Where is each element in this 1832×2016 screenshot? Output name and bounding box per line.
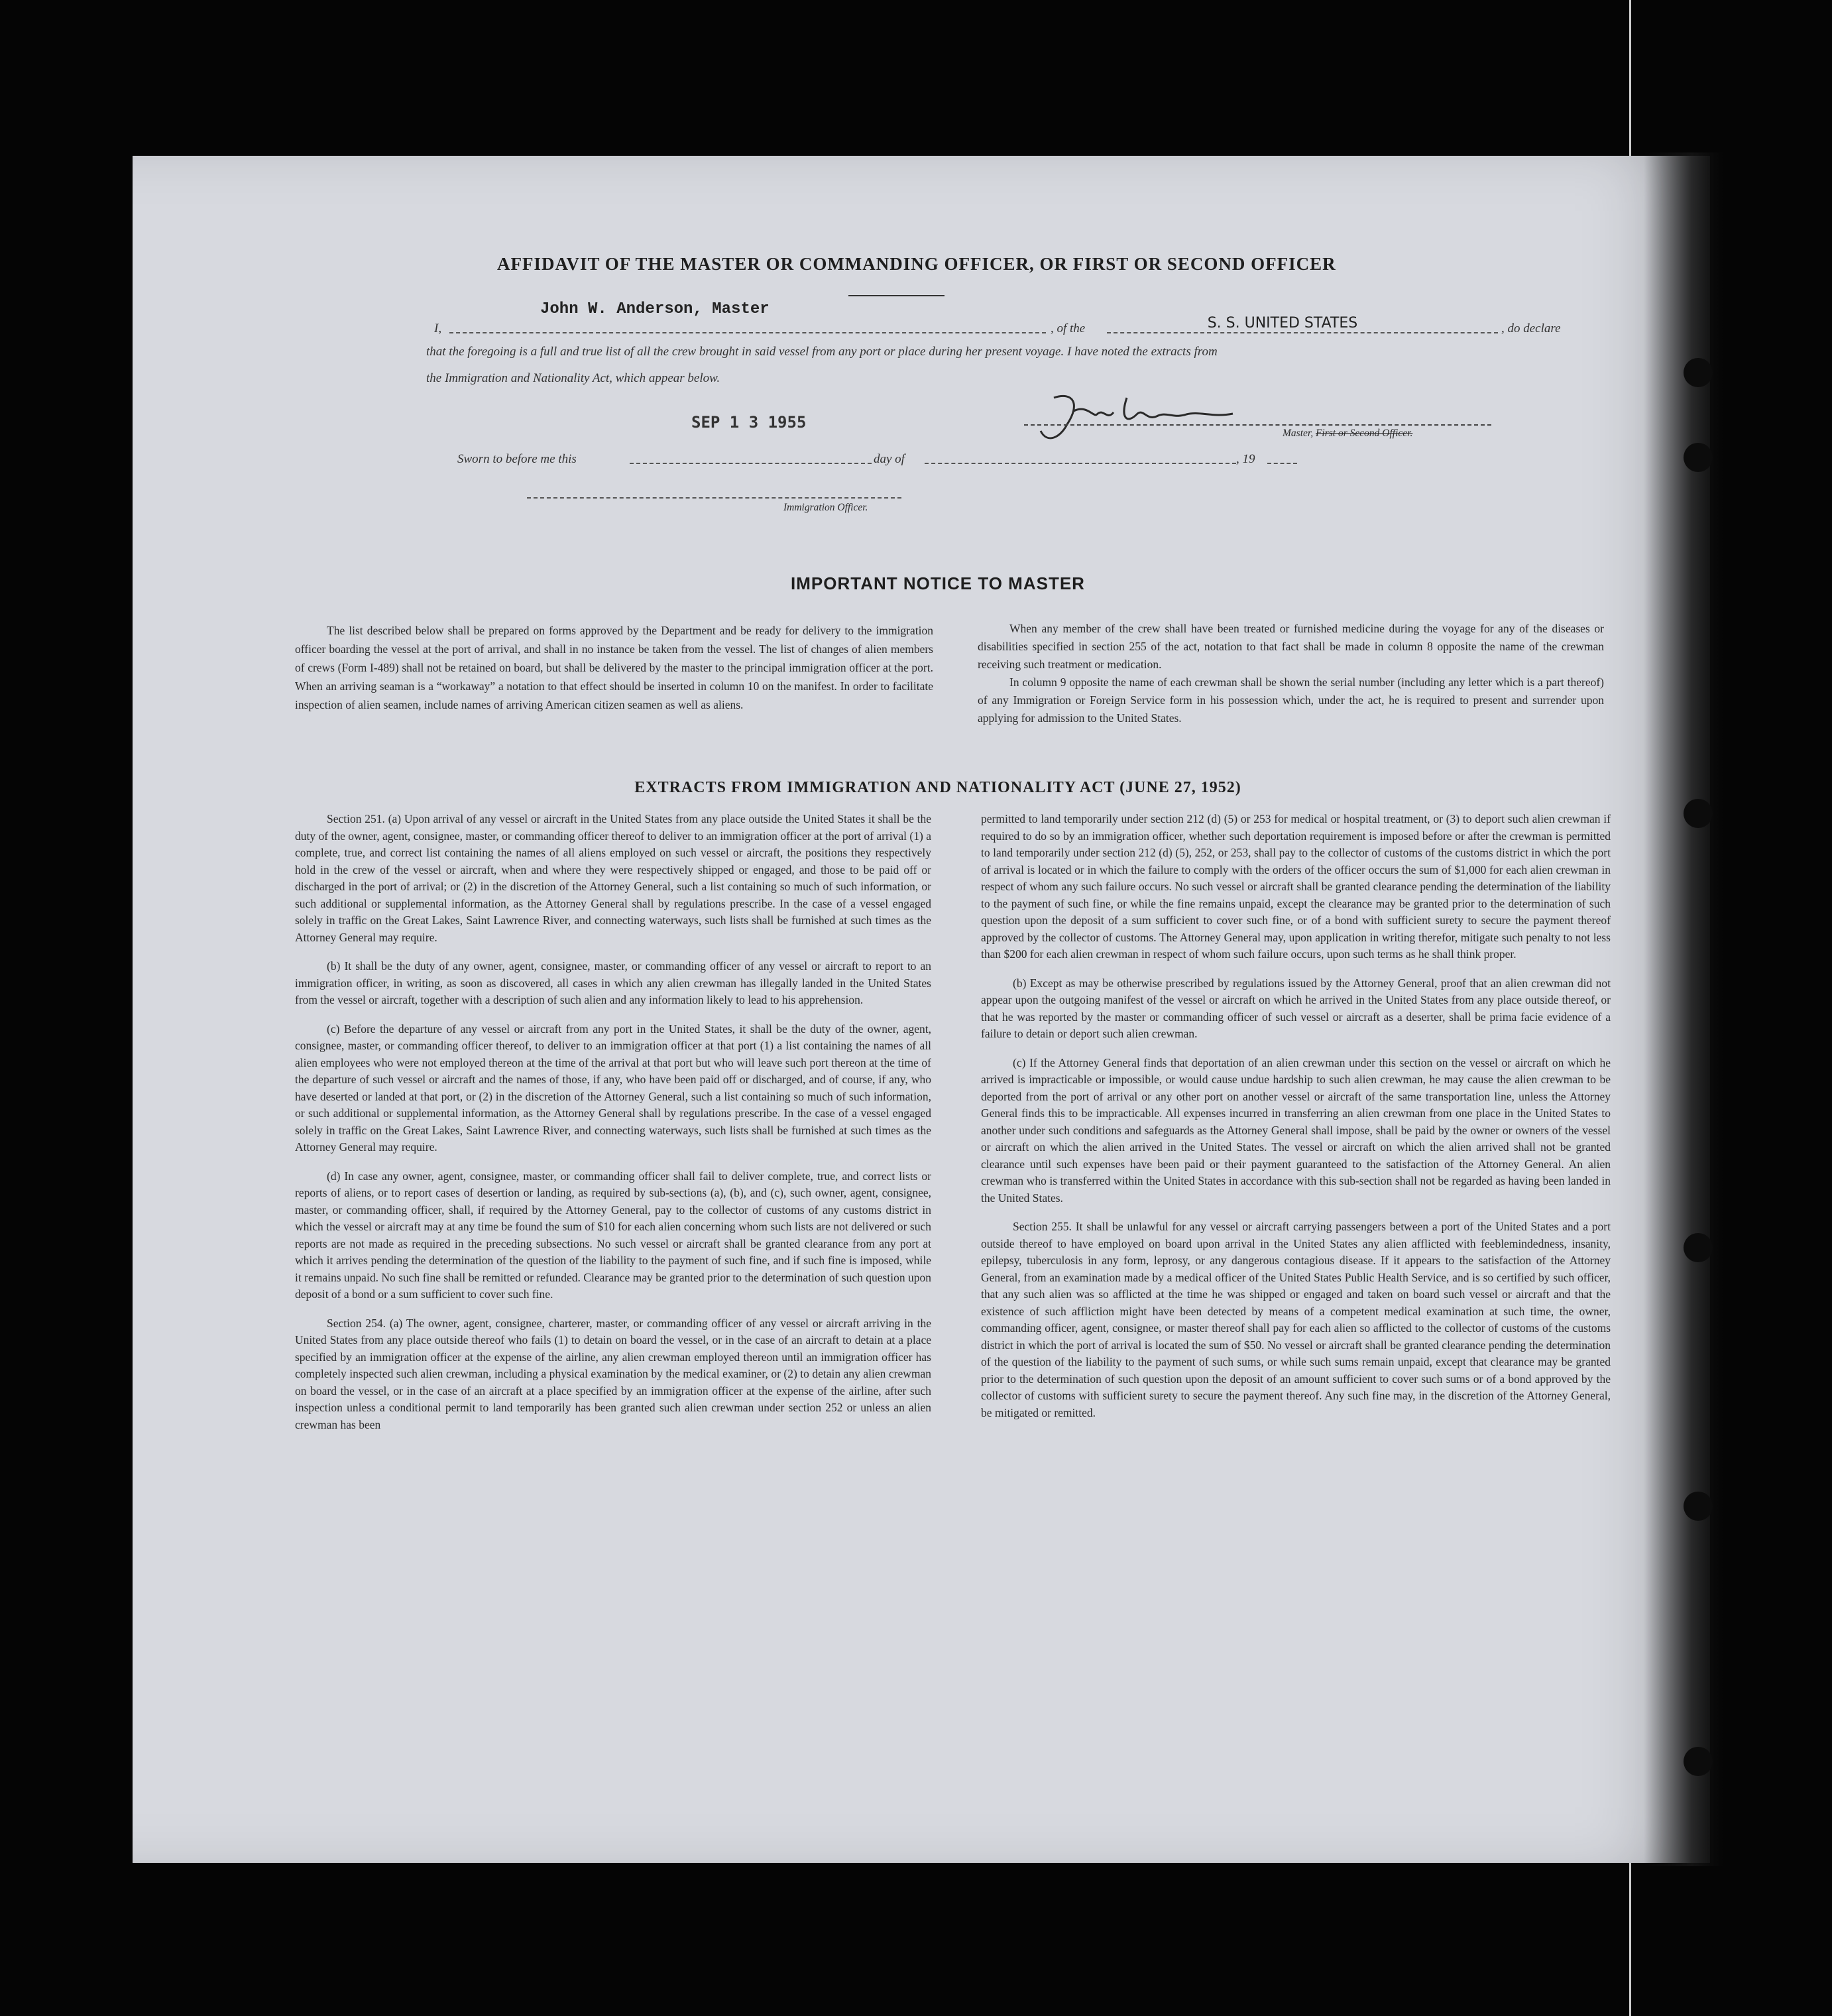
notice-right-paragraph-2: In column 9 opposite the name of each crewman shall be shown the serial number (including any letter which is a part thereof) of any Immigration or Foreign Service form in his possession which, under the act, he is required to present and surrender upon applying for admission to the United States. bbox=[978, 676, 1604, 725]
title-divider bbox=[848, 295, 945, 296]
do-declare-label: , do declare bbox=[1501, 322, 1561, 335]
vessel-field-line bbox=[1107, 332, 1498, 333]
day-of-label: day of bbox=[874, 452, 905, 466]
binder-hole bbox=[1684, 1492, 1713, 1521]
officer-signature-line bbox=[527, 497, 901, 499]
extract-section-255: Section 255. It shall be unlawful for any vessel or aircraft carrying passengers between a port of the United States and a port outside thereof to have employed on board upon arrival in the United States any alien afflicted with feeblemindedness, insanity, epilepsy, tuberculosis in any form, leprosy, or any dangerous contagious disease. If it appears to the satisfaction of the Attorney General, from an examination made by a medical officer of the United States Public Health Service, and is so certified by such officer, that any such alien was so afflicted at the time he was shipped or engaged and taken on board such vessel or aircraft and that the existence of such affliction might have been detected by means of a competent medical examination at such time, the owner, commanding officer, agent, consignee, or master thereof shall pay for each alien so afflicted to the collector of customs of the customs district in which the port of arrival is located the sum of $50. No vessel or aircraft shall be granted clearance pending the determination of the question of the liability to the payment of such sums, or while such sums remain unpaid, except that clearance may be granted prior to the determination of such question upon the deposit of an amount sufficient to cover such sums or of a bond approved by the collector of customs with sufficient surety to secure the payment thereof. Any such fine may, in the discretion of the Attorney General, be mitigated or remitted. bbox=[981, 1220, 1611, 1419]
signer-title-master: Master, bbox=[1283, 428, 1314, 439]
extract-section-254b: (b) Except as may be otherwise prescribed by regulations issued by the Attorney General, proof that an alien crewman did not appear upon the outgoing manifest of the vessel or aircraft on which he arrived in the United States from any place outside thereof, or that he was reported by the master or commanding officer of such vessel or aircraft as a deserter, shall be prima facie evidence of a failure to detain or deport such alien crewman. bbox=[981, 976, 1611, 1040]
notice-left-paragraph: The list described below shall be prepared on forms approved by the Department and be ready for delivery to the immigration officer boarding the vessel at the port of arrival, and shall in no instance be taken from the vessel. The list of changes of alien members of crews (Form I-489) shall not be retained on board, but shall be delivered by the master to the principal immigration officer at the port. When an arriving seaman is a “workaway” a notation to that effect should be inserted in column 10 on the manifest. In order to facilitate inspection of alien seamen, include names of arriving American citizen seamen as well as aliens. bbox=[295, 624, 933, 711]
sworn-month-line bbox=[925, 463, 1236, 464]
i-label: I, bbox=[434, 322, 442, 335]
extract-section-251c: (c) Before the departure of any vessel or aircraft from any port in the United States, it shall be the duty of the owner, agent, consignee, master, or commanding officer thereof, to deliver to an immigration officer at that port (1) a list containing the names of all alien employees who were not employed thereon at the time of the arrival at that port but who will leave such port thereon at the time of the departure of such vessel or aircraft and the names of those, if any, who have been paid off or discharged, and of course, if any, who have deserted or landed at that port, or (2) in the discretion of the Attorney General, such a list containing so much of such information, or such additional or supplemental information, as the Attorney General shall by regulations prescribe. In the case of a vessel engaged solely in traffic on the Great Lakes, Saint Lawrence River, and connecting waterways, such lists shall be furnished at such times as the Attorney General may require. bbox=[295, 1022, 931, 1154]
extracts-left-column bbox=[295, 811, 931, 1445]
notice-right-column bbox=[978, 620, 1604, 739]
extract-section-254c: (c) If the Attorney General finds that deportation of an alien crewman under this section on the vessel or aircraft on which he arrived is impracticable or impossible, or would cause undue hardship to such alien crewman, he may cause the alien crewman to be deported from the port of arrival or any other port on another vessel or aircraft of the same transportation line, unless the Attorney General finds this to be impracticable. All expenses incurred in transferring an alien crewman from one place in the United States to another under such conditions and safeguards as the Attorney General shall impose, shall be paid by the owner or owners of the vessel or aircraft on which the alien arrived in the United States. The vessel or aircraft on which the alien arrived shall not be granted clearance until such expenses have been paid or their payment guaranteed to the satisfaction of the Attorney General. An alien crewman who is transferred within the United States in accordance with this sub-section shall not be regarded as having been landed in the United States. bbox=[981, 1055, 1611, 1205]
binder-hole bbox=[1684, 443, 1713, 472]
binder-hole bbox=[1684, 799, 1713, 828]
extract-section-251a: Section 251. (a) Upon arrival of any vessel or aircraft in the United States from any place outside the United States it shall be the duty of the owner, agent, consignee, master, or commanding officer thereof to deliver to an immigration officer at the port of arrival (1) a complete, true, and correct list containing the names of all aliens employed on such vessel or aircraft, the positions they respectively hold in the crew of the vessel or aircraft, when and where they were respectively shipped or engaged, and those to be paid off or discharged in the port of arrival; or (2) in the discretion of the Attorney General, such a list containing so much of such information, or such additional or supplemental information, as the Attorney General shall by regulations prescribe. In the case of a vessel engaged solely in traffic on the Great Lakes, Saint Lawrence River, and connecting waterways, such lists shall be furnished at such times as the Attorney General may require. bbox=[295, 812, 931, 944]
immigration-officer-label: Immigration Officer. bbox=[783, 502, 868, 513]
year-line bbox=[1267, 463, 1297, 464]
sworn-label: Sworn to before me this bbox=[457, 452, 577, 466]
vessel-name: S. S. UNITED STATES bbox=[1207, 315, 1358, 331]
document-page bbox=[133, 156, 1710, 1863]
declaration-line-2: the Immigration and Nationality Act, which appear below. bbox=[426, 371, 720, 385]
affidavit-title: AFFIDAVIT OF THE MASTER OR COMMANDING OFFICER, OR FIRST OR SECOND OFFICER bbox=[497, 254, 1336, 274]
year-label: , 19 bbox=[1236, 452, 1255, 466]
binder-hole bbox=[1684, 1233, 1713, 1262]
notice-right-paragraph-1: When any member of the crew shall have been treated or furnished medicine during the voyage for any of the diseases or disabilities specified in section 255 of the act, notation to that fact shall be made in column 8 opposite the name of the crewman receiving such treatment or medication. bbox=[978, 622, 1604, 671]
date-stamp: SEP 1 3 1955 bbox=[691, 413, 807, 432]
signature-line bbox=[1024, 424, 1491, 426]
master-signature bbox=[1014, 385, 1292, 451]
declaration-line-1: that the foregoing is a full and true list of all the crew brought in said vessel from any port or place during her present voyage. I have noted the extracts from bbox=[426, 345, 1218, 359]
binder-hole bbox=[1684, 1747, 1713, 1776]
notice-title: IMPORTANT NOTICE TO MASTER bbox=[791, 573, 1085, 593]
extract-section-251d: (d) In case any owner, agent, consignee, master, or commanding officer shall fail to deliver complete, true, and correct lists or reports of aliens, or to report cases of desertion or landing, as required by sub-sections (a), (b), and (c), such owner, agent, consignee, master, or commanding officer, shall, if required by the Attorney General, pay to the collector of customs of any customs district in which the vessel or aircraft may at any time be found the sum of $10 for each alien concerning whom such lists are not delivered or such reports are not made as required in the preceding subsections. No such vessel or aircraft shall be granted clearance from any port at which it arrives pending the determination of the question of the liability to the payment of such fine, and if such fine is imposed, while it remains unpaid. No such fine shall be remitted or refunded. Clearance may be granted prior to the determination of such question upon deposit of a bond or a sum sufficient to cover such fine. bbox=[295, 1169, 931, 1301]
extract-section-254a-continued: permitted to land temporarily under section 212 (d) (5) or 253 for medical or hospital treatment, or (3) to deport such alien crewman if required to do so by an immigration officer, whether such deportation requirement is imposed before or after the crewman is permitted to land temporarily under section 212 (d) (5), 252, or 253, shall pay to the collector of customs of the customs district in which the port of arrival is located or in which the failure to comply with the orders of the officer occurs the sum of $1,000 for each alien crewman in respect of whom any such failure occurs. No such vessel or aircraft shall be granted clearance pending the determination of the liability to the payment of such fine, or while the fine remains unpaid, except the clearance may be granted prior to the determination of such question upon the deposit of a sum sufficient to cover such fine, or of a bond with sufficient surety to secure the payment thereof approved by the collector of customs. The Attorney General may, upon application in writing therefor, mitigate such penalty to not less than $200 for each alien crewman in respect of whom such failure occurs, upon such terms as he shall think proper. bbox=[981, 812, 1611, 961]
signer-title-struck: First or Second Officer. bbox=[1315, 428, 1413, 439]
binder-hole bbox=[1684, 358, 1713, 387]
page-edge-shadow bbox=[1644, 152, 1723, 1866]
extract-section-254a: Section 254. (a) The owner, agent, consignee, charterer, master, or commanding officer of any vessel or aircraft arriving in the United States from any place outside thereof who fails (1) to detain on board the vessel, or in the case of an aircraft to detain at a place specified by an immigration officer at the expense of the airline, any alien crewman employed thereon until an immigration officer has completely inspected such alien crewman, including a physical examination by the medical examiner, or (2) to detain any alien crewman on board the vessel, or in the case of an aircraft at a place specified by an immigration officer at the expense of the airline, after such inspection unless a conditional permit to land temporarily has been granted such alien crewman under section 252 or unless an alien crewman has been bbox=[295, 1316, 931, 1431]
name-field-line bbox=[449, 332, 1046, 333]
of-the-label: , of the bbox=[1051, 322, 1086, 335]
extract-section-251b: (b) It shall be the duty of any owner, agent, consignee, master, or commanding officer of any vessel or aircraft to report to an immigration officer, in writing, as soon as discovered, all cases in which any alien crewman has illegally landed in the United States from the vessel or aircraft, together with a description of such alien and any information likely to lead to his apprehension. bbox=[295, 959, 931, 1006]
sworn-day-line bbox=[630, 463, 872, 464]
signer-title bbox=[1283, 428, 1412, 440]
extracts-right-column bbox=[981, 811, 1611, 1433]
extracts-title: EXTRACTS FROM IMMIGRATION AND NATIONALITY ACT (JUNE 27, 1952) bbox=[634, 779, 1241, 796]
master-name-typed: John W. Anderson, Master bbox=[540, 300, 770, 318]
